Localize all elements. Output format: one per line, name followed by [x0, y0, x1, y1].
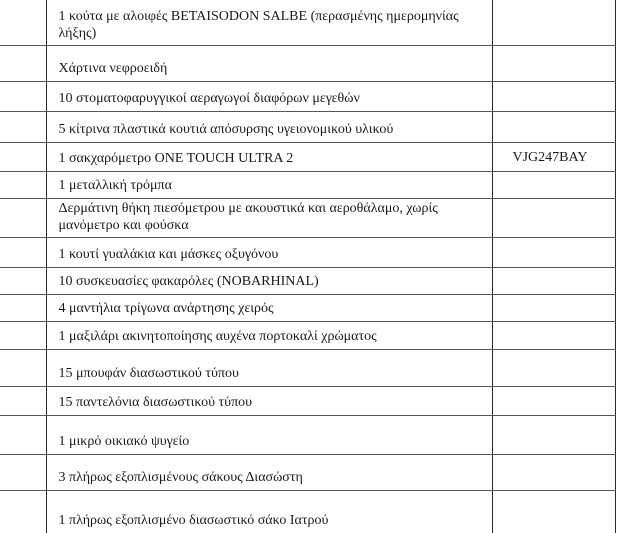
item-serial [492, 454, 615, 490]
item-description: 15 μπουφάν διασωστικού τύπου [46, 349, 492, 386]
item-serial [492, 267, 615, 294]
index-cell [0, 171, 46, 198]
index-cell [0, 387, 46, 416]
item-serial [492, 294, 615, 321]
serial-text [513, 172, 611, 178]
table-row [0, 142, 640, 171]
item-serial [492, 82, 615, 112]
item-serial [492, 349, 615, 386]
serial-text [513, 387, 611, 393]
index-cell [0, 490, 46, 533]
serial-text [513, 491, 611, 497]
item-serial [492, 112, 615, 142]
table-row [0, 321, 640, 349]
item-description: Χάρτινα νεφροειδή [46, 46, 492, 82]
index-cell [0, 0, 46, 46]
serial-text [513, 82, 611, 88]
item-description: Δερμάτινη θήκη πιεσόμετρου με ακουστικά και αεροθάλαμο, χωρίς μανόμετρο και φούσκα [46, 198, 492, 237]
serial-text [513, 322, 611, 328]
item-description: 3 πλήρως εξοπλισμένους σάκους Διασώστη [46, 454, 492, 490]
item-serial [492, 142, 615, 171]
item-description: 1 πλήρως εξοπλισμένο διασωστικό σάκο Ιατρού [46, 490, 492, 533]
table-row [0, 349, 640, 386]
item-description: 1 μικρό οικιακό ψυγείο [46, 416, 492, 454]
index-cell [0, 349, 46, 386]
serial-text [513, 112, 611, 118]
table-row [0, 0, 640, 46]
table-row [0, 82, 640, 112]
serial-text [513, 0, 611, 6]
serial-text [513, 455, 611, 461]
index-cell [0, 294, 46, 321]
index-cell [0, 454, 46, 490]
item-description: 1 μαξιλάρι ακινητοποίησης αυχένα πορτοκαλί χρώματος [46, 321, 492, 349]
index-cell [0, 142, 46, 171]
serial-text [513, 295, 611, 301]
serial-text [513, 199, 611, 205]
table-row [0, 112, 640, 142]
item-serial [492, 490, 615, 533]
item-description: 5 κίτρινα πλαστικά κουτιά απόσυρσης υγειονομικού υλικού [46, 112, 492, 142]
table-row [0, 490, 640, 533]
index-cell [0, 46, 46, 82]
serial-text [513, 268, 611, 274]
serial-text [513, 238, 611, 244]
table-row [0, 198, 640, 237]
index-cell [0, 416, 46, 454]
index-cell [0, 267, 46, 294]
item-serial [492, 416, 615, 454]
table-row [0, 416, 640, 454]
item-serial [492, 387, 615, 416]
item-description: 4 μαντήλια τρίγωνα ανάρτησης χειρός [46, 294, 492, 321]
item-serial [492, 171, 615, 198]
item-description: 1 κούτα με αλοιφές BETAISODON SALBE (περασμένης ημερομηνίας λήξης) [46, 0, 492, 46]
table-row [0, 294, 640, 321]
table-row [0, 46, 640, 82]
table-row [0, 171, 640, 198]
item-description: 15 παντελόνια διασωστικού τύπου [46, 387, 492, 416]
item-serial [492, 0, 615, 46]
index-cell [0, 198, 46, 237]
item-serial [492, 321, 615, 349]
table-row [0, 237, 640, 267]
table-row [0, 454, 640, 490]
item-serial [492, 237, 615, 267]
item-description: 1 σακχαρόμετρο ONE TOUCH ULTRA 2 [46, 142, 492, 171]
serial-text [513, 46, 611, 52]
item-description: 10 στοματοφαρυγγικοί αεραγωγοί διαφόρων μεγεθών [46, 82, 492, 112]
item-serial [492, 198, 615, 237]
index-cell [0, 321, 46, 349]
item-description: 10 συσκευασίες φακαρόλες (NOBARHINAL) [46, 267, 492, 294]
table-row [0, 267, 640, 294]
serial-text [513, 350, 611, 356]
item-serial [492, 46, 615, 82]
index-cell [0, 82, 46, 112]
serial-text [513, 416, 611, 422]
item-description: 1 μεταλλική τρόμπα [46, 171, 492, 198]
item-description: 1 κουτί γυαλάκια και μάσκες οξυγόνου [46, 237, 492, 267]
index-cell [0, 237, 46, 267]
serial-text: VJG247BAY [512, 149, 588, 165]
table-row [0, 387, 640, 416]
index-cell [0, 112, 46, 142]
